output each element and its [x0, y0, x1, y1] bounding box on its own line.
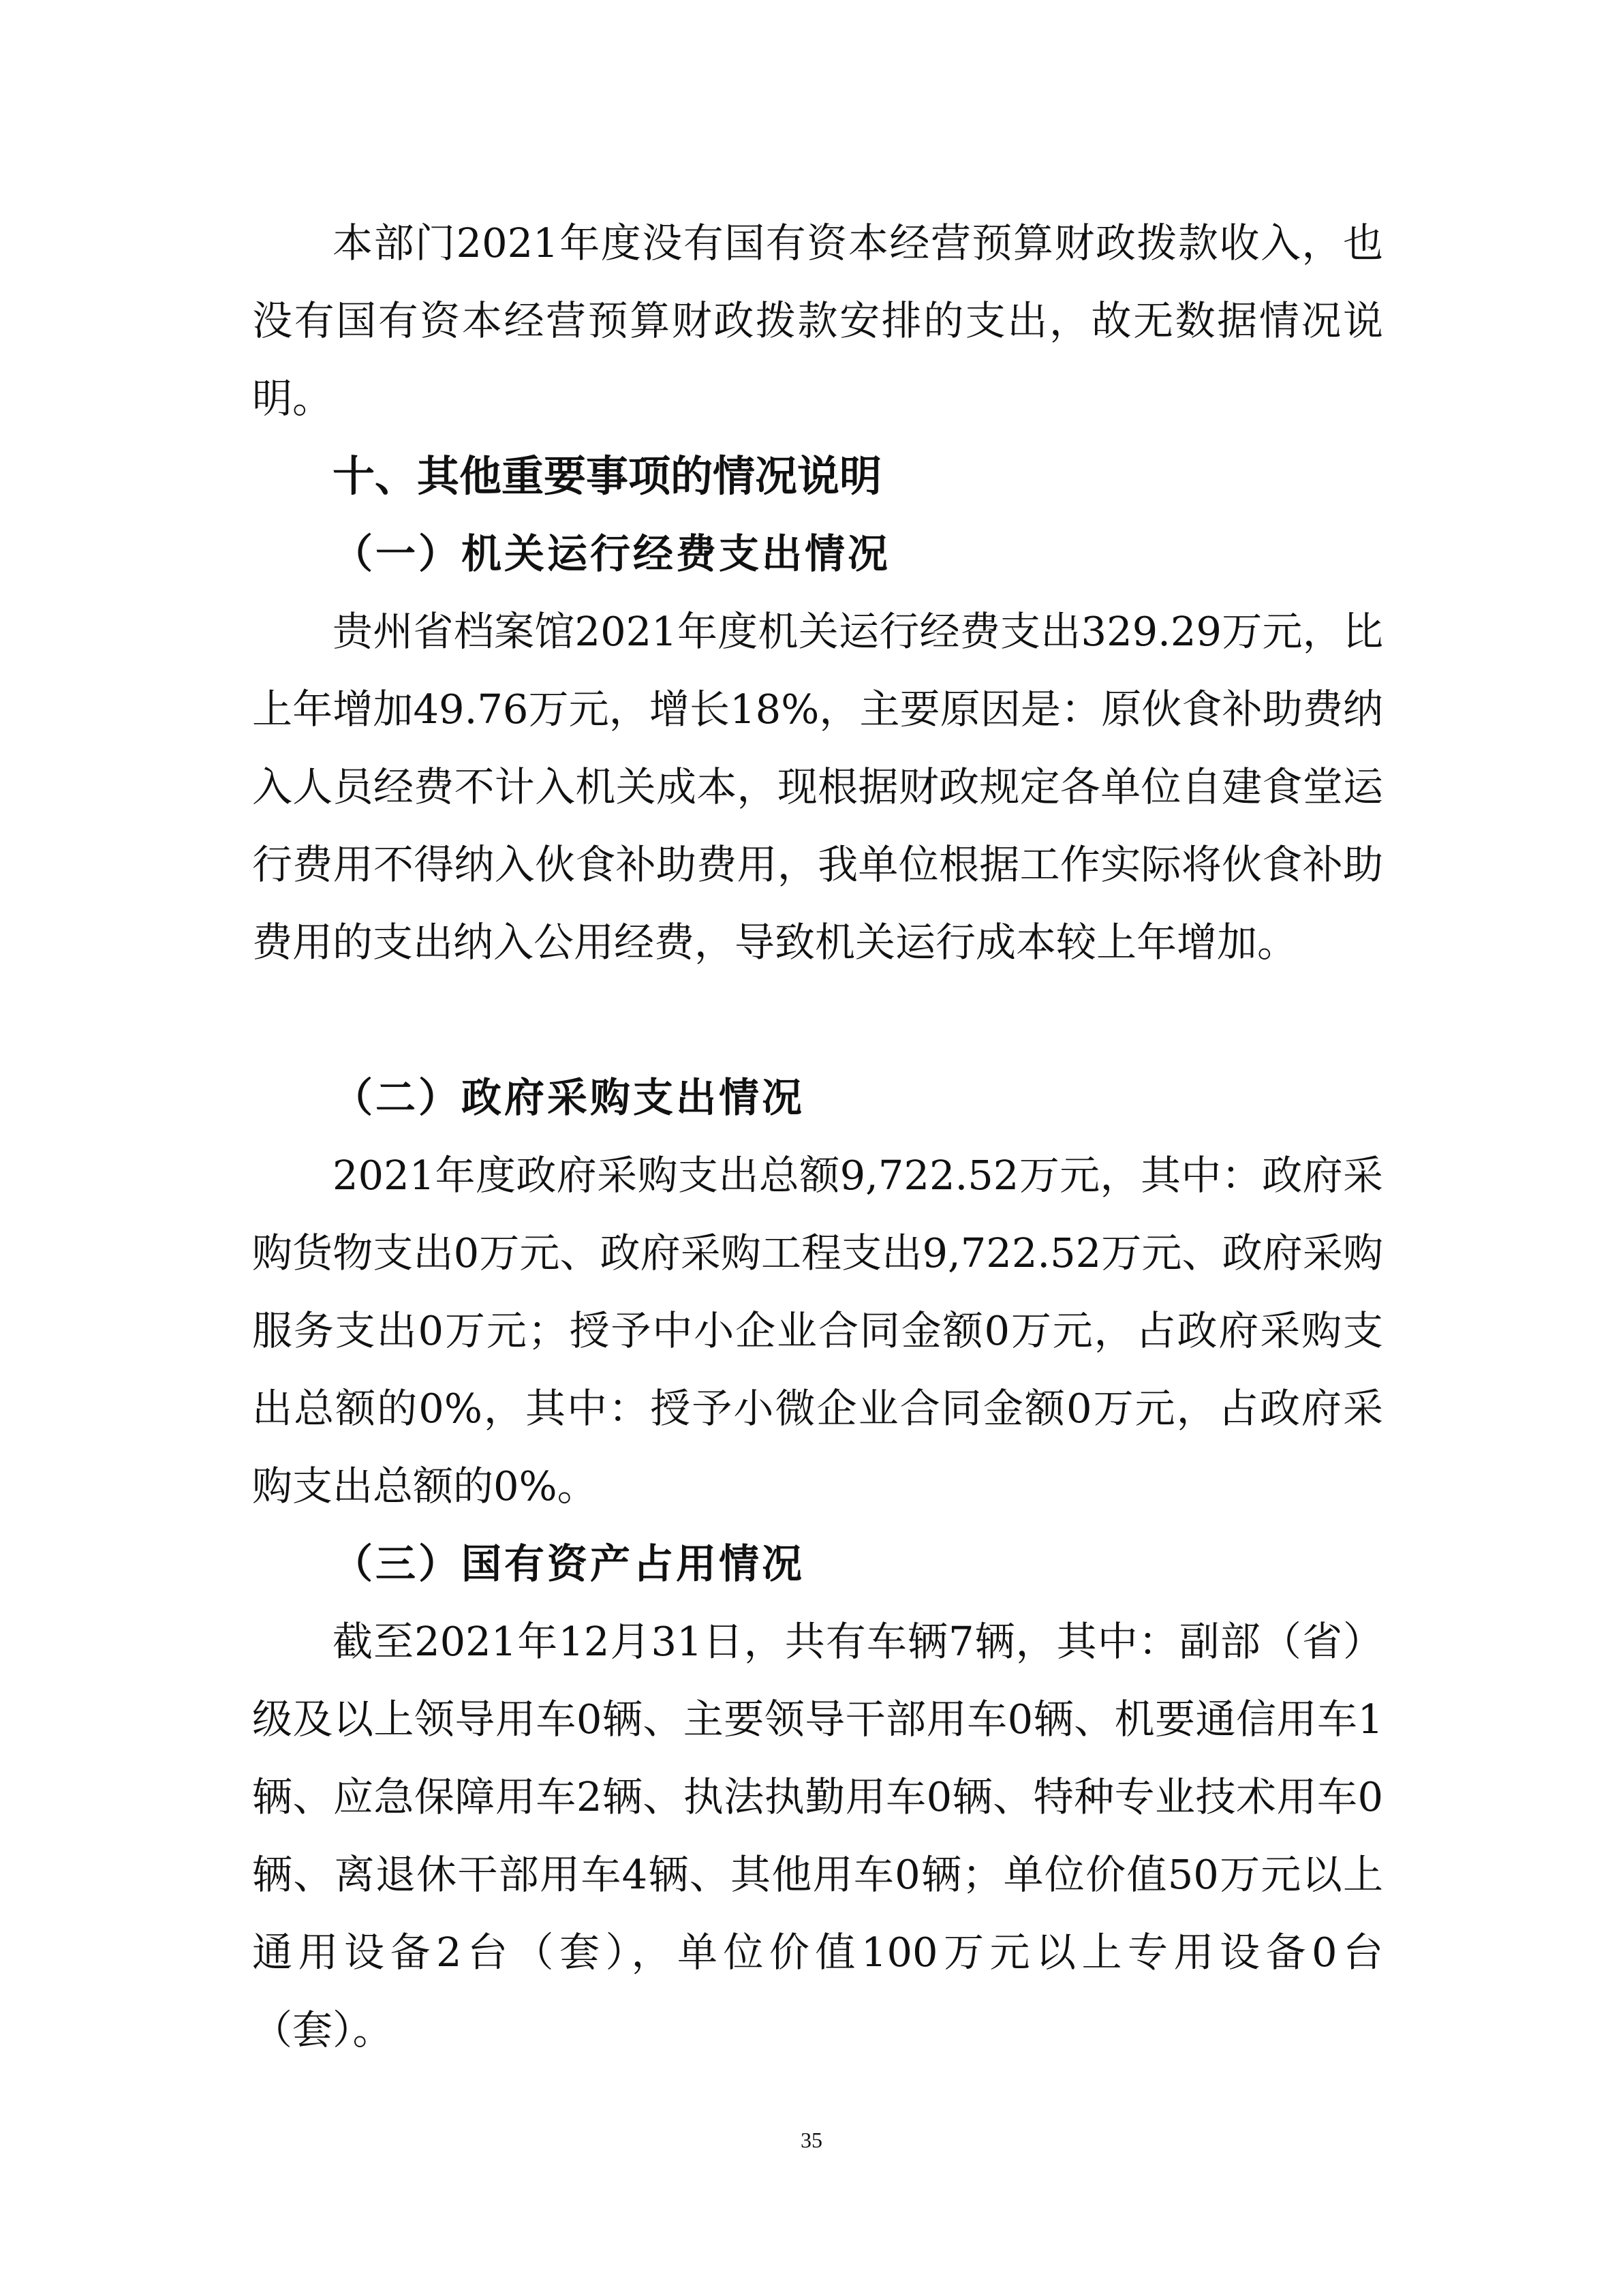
- page-number: 35: [801, 2128, 822, 2152]
- paragraph-state-assets: 截至2021年12月31日，共有车辆7辆，其中：副部（省）级及以上领导用车0辆、主要领导干部用车0辆、机要通信用车1辆、应急保障用车2辆、执法执勤用车0辆、特种专业技术用车0辆、离退休干部用车4辆、其他用车0辆；单位价值50万元以上通用设备2台（套），单位价值100万元以上专用设备0台（套）。: [252, 1618, 1383, 2053]
- paragraph-operating-expenses: 贵州省档案馆2021年度机关运行经费支出329.29万元，比上年增加49.76万元，增长18%，主要原因是：原伙食补助费纳入人员经费不计入机关成本，现根据财政规定各单位自建食堂运行费用不得纳入伙食补助费用，我单位根据工作实际将伙食补助费用的支出纳入公用经费，导致机关运行成本较上年增加。: [252, 608, 1383, 966]
- subheading-government-procurement: （二）政府采购支出情况: [333, 1074, 805, 1121]
- section-heading-other-matters: 十、其他重要事项的情况说明: [333, 451, 882, 501]
- subheading-state-assets: （三）国有资产占用情况: [333, 1540, 805, 1587]
- paragraph-government-procurement: 2021年度政府采购支出总额9,722.52万元，其中：政府采购货物支出0万元、政府采购工程支出9,722.52万元、政府采购服务支出0万元；授予中小企业合同金额0万元，占政府采购支出总额的0%，其中：授予小微企业合同金额0万元，占政府采购支出总额的0%。: [252, 1152, 1383, 1510]
- paragraph-no-state-capital-budget: 本部门2021年度没有国有资本经营预算财政拨款收入，也没有国有资本经营预算财政拨款安排的支出，故无数据情况说明。: [252, 219, 1383, 422]
- subheading-operating-expenses: （一）机关运行经费支出情况: [333, 530, 891, 577]
